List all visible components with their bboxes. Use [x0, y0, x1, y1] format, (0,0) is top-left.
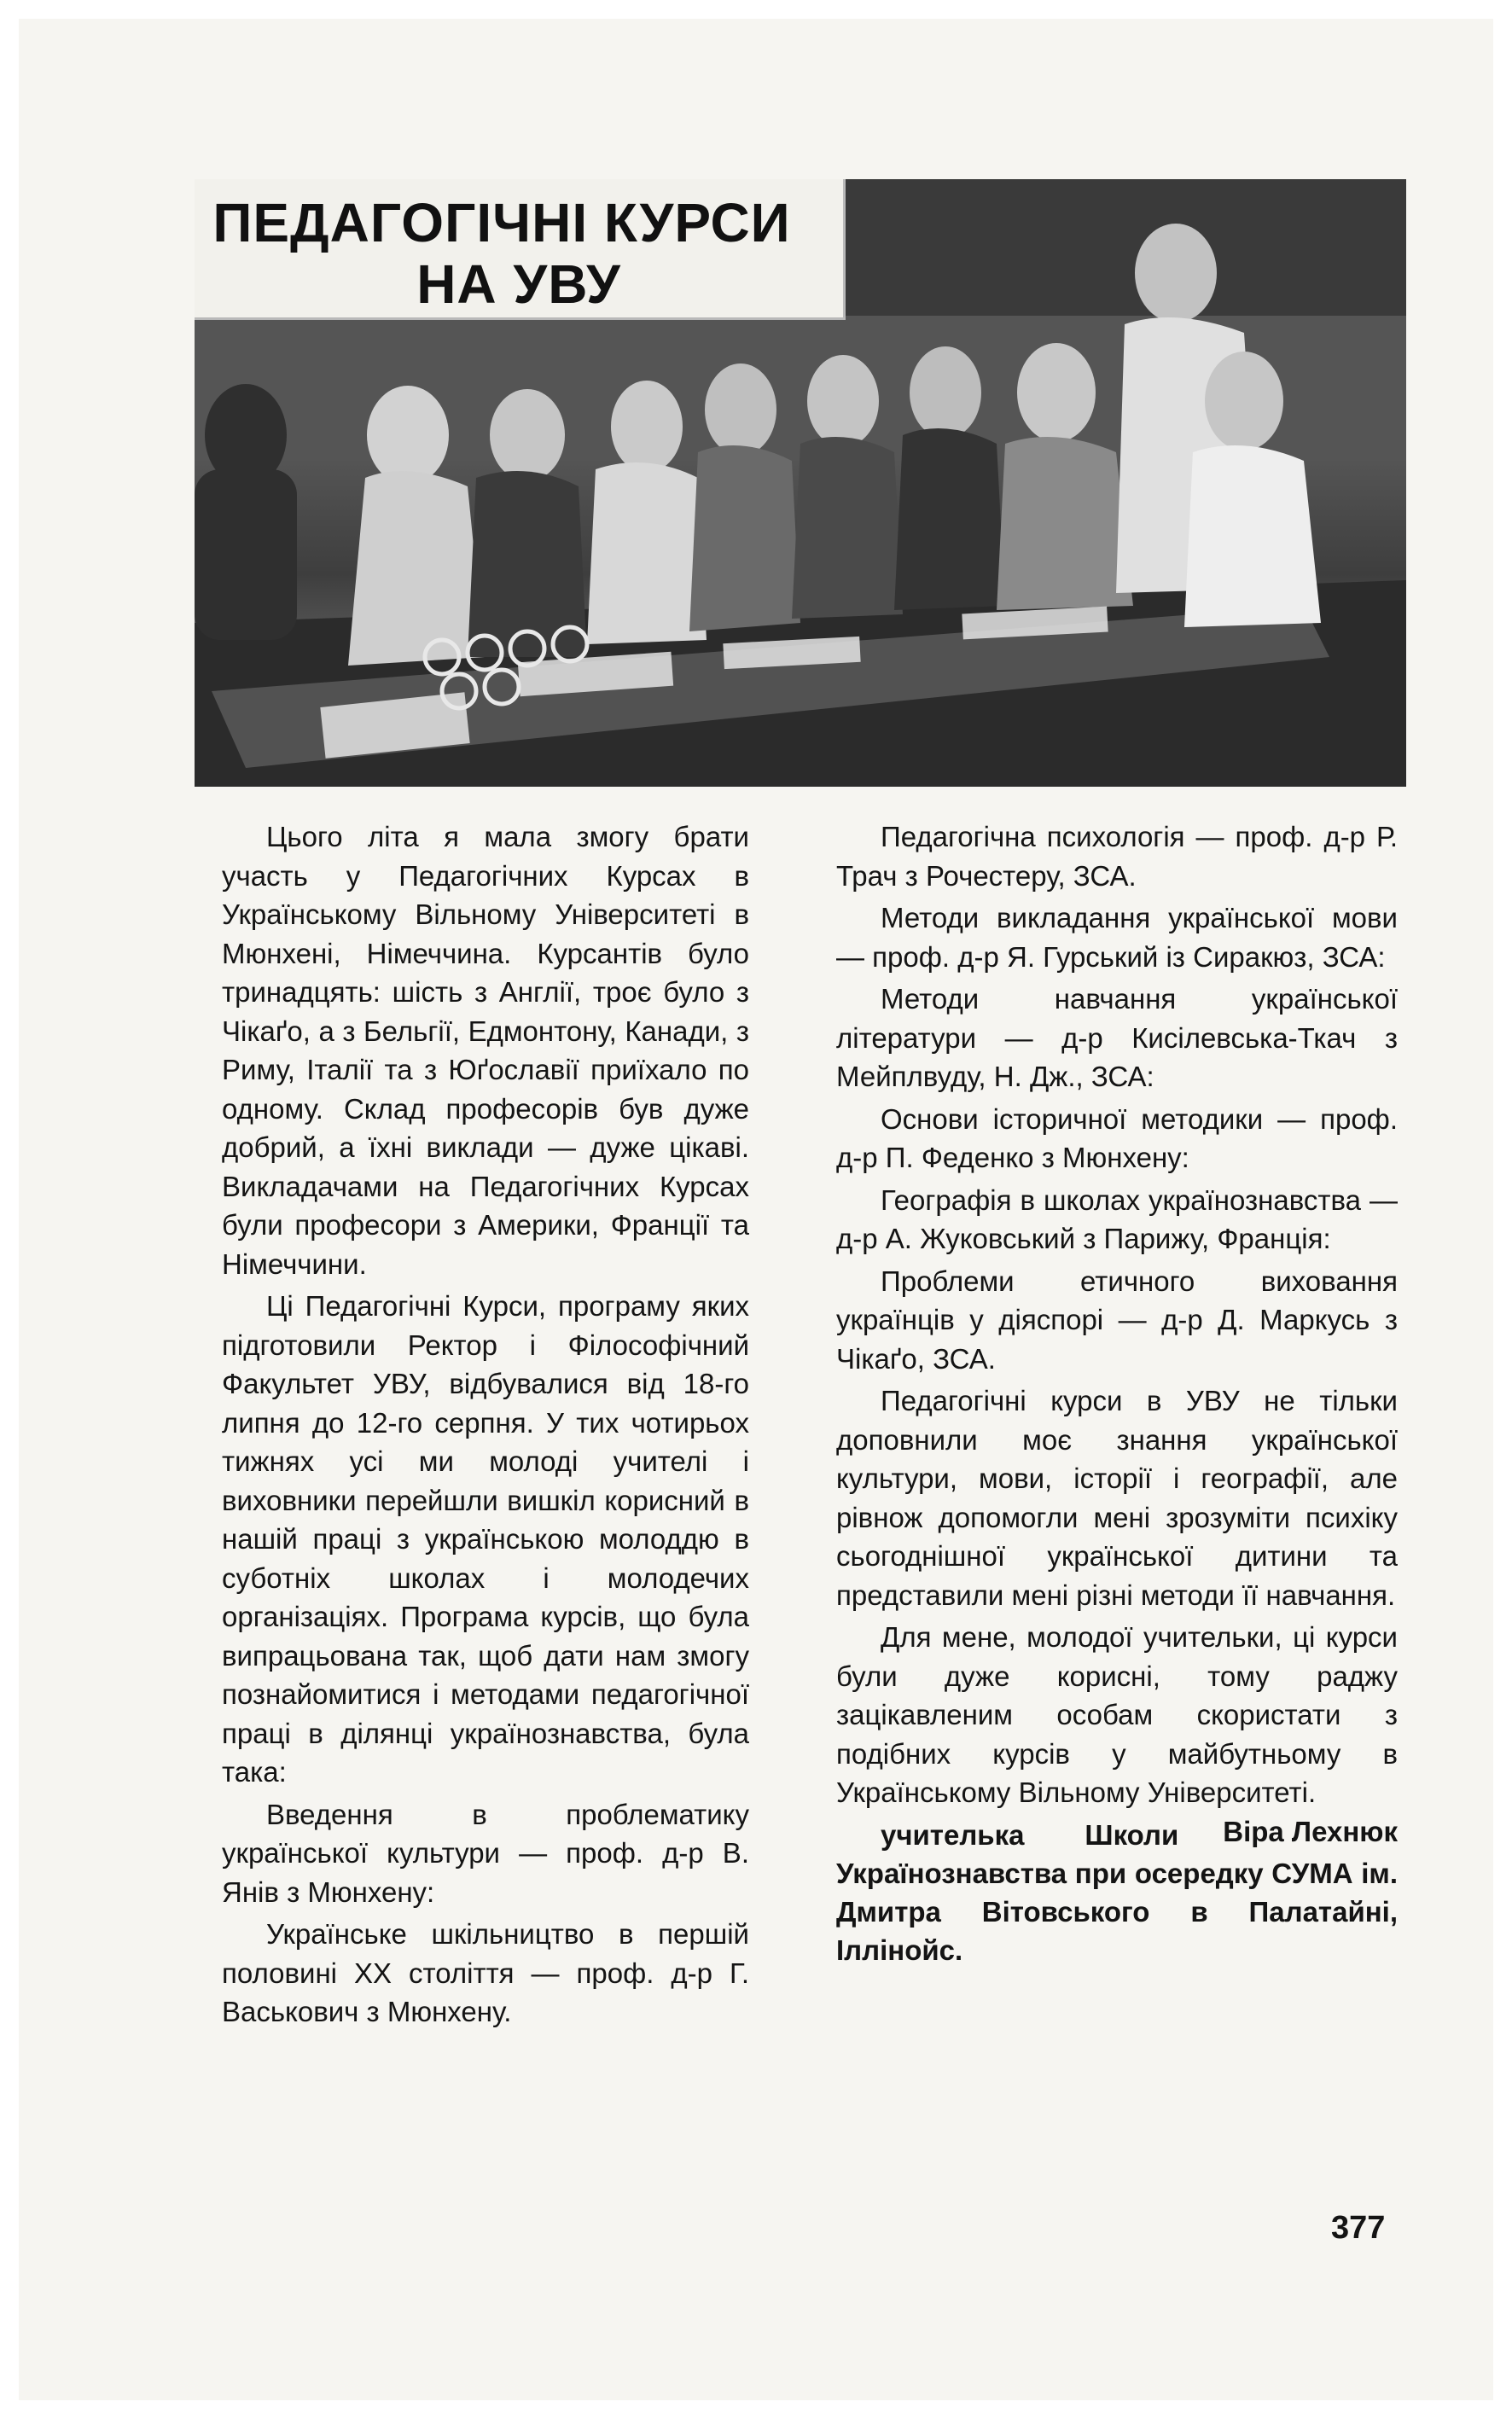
paragraph: Ці Педагогічні Курси, програму яких підготовили Ректор і Філософічний Факультет УВУ, відбувалися від 18-го липня до 12-го серпня. У тих чотирьох тижнях усі ми молоді учителі і виховники перейшли вишкіл корисний в нашій праці з українською молоддю в суботніх школах і молодечих організаціях. Програма курсів, що була випрацьована так, щоб дати нам змогу познайомитися і методами педагогічної праці в ділянці українознавства, була така:	[222, 1290, 749, 1788]
headline-line-2: НА УВУ	[416, 253, 621, 315]
paragraph: Географія в школах українознавства — д-р А. Жуковський з Парижу, Франція:	[836, 1183, 1398, 1254]
paragraph: Основи історичної методики — проф. д-р П. Феденко з Мюнхену:	[836, 1102, 1398, 1173]
right-column	[836, 817, 1398, 1973]
paragraph: Педагогічна психологія — проф. д-р Р. Трач з Рочестеру, ЗСА.	[836, 821, 1398, 892]
paragraph: Українське шкільництво в першій половині XX століття — проф. д-р Г. Васькович з Мюнхену.	[222, 1918, 749, 2027]
headline-card	[195, 179, 846, 320]
paragraph: Педагогічні курси в УВУ не тільки доповнили моє знання української культури, мови, історії і географії, але рівнож допомогли мені зрозуміти психіку сьогоднішної української дитини та представили мені різні методи її навчання.	[836, 1385, 1398, 1611]
paragraph: Методи навчання української літератури — д-р Кисілевська-Ткач з Мейплвуду, Н. Дж., ЗСА:	[836, 983, 1398, 1092]
paragraph: Методи викладання української мови — проф. д-р Я. Гурський із Сиракюз, ЗСА:	[836, 902, 1398, 973]
paragraph: Цього літа я мала змогу брати участь у Педагогічних Курсах в Українському Вільному Університеті в Мюнхені, Німеччина. Курсантів було тринадцять: шість з Англії, троє було з Чікаґо, а з Бельгії, Едмонтону, Канади, з Риму, Італії та з Юґославії приїхало по одному. Склад професорів був дуже добрий, а їхні виклади — дуже цікаві. Викладачами на Педагогічних Курсах були професори з Америки, Франції та Німеччини.	[222, 821, 749, 1280]
page-number: 377	[1331, 2210, 1386, 2246]
left-column	[222, 817, 749, 2035]
headline-line-1: ПЕДАГОГІЧНІ КУРСИ	[212, 192, 791, 253]
paragraph-text: Для мене, молодої учительки, ці курси були дуже корисні, тому раджу зацікавленим особам скористати з подібних курсів у майбутньому в Українському Вільному Університеті.	[836, 1621, 1398, 1808]
paragraph: Введення в проблематику української культури — проф. д-р В. Янів з Мюнхену:	[222, 1798, 749, 1908]
author-caption: учителька Школи Українознавства при осередку СУМА ім. Дмитра Вітовського в Палатайні, Іллінойс.	[836, 1818, 1398, 1966]
paragraph	[836, 1618, 1398, 1847]
paragraph: Проблеми етичного виховання українців у діяспорі — д-р Д. Маркусь з Чікаґо, ЗСА.	[836, 1265, 1398, 1375]
author-name: Віра Лехнюк	[1223, 1815, 1398, 1847]
